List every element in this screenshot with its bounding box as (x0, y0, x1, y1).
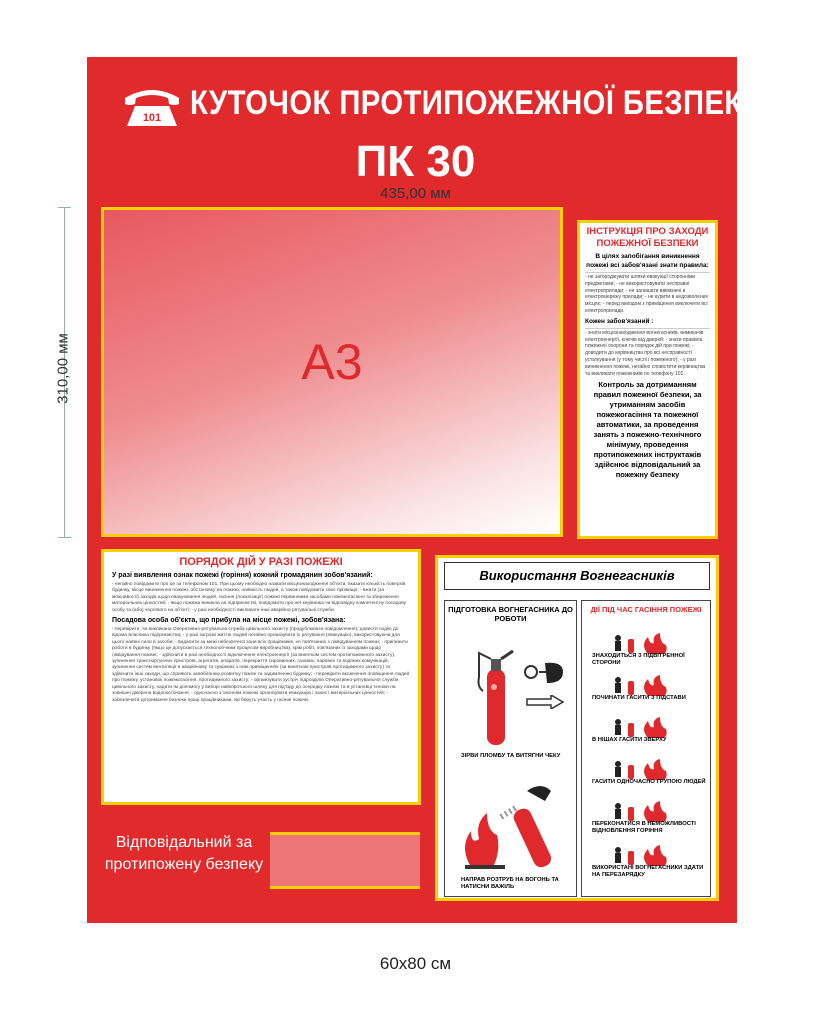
actions-column (581, 600, 711, 897)
order-title: ПОРЯДОК ДІЙ У РАЗІ ПОЖЕЖІ (179, 556, 343, 568)
firefighting-pictogram-icon (588, 675, 706, 697)
extinguisher-title: Використання Вогнегасників (444, 562, 710, 590)
action-step (588, 759, 706, 789)
responsible-name-field (270, 832, 420, 889)
telephone-icon (121, 84, 183, 128)
dimension-tick (58, 207, 71, 208)
instruction-duty-heading: Кожен забов'язаний : (585, 317, 654, 325)
dimension-tick (58, 537, 71, 538)
extinguisher-spraying-icon (457, 777, 567, 873)
action-caption: ПОЧИНАТИ ГАСИТИ З ПІДСТАВИ (592, 695, 686, 701)
order-heading-official: Посадова особа об'єкта, що прибула на місце пожежі, зобов'язана: (112, 617, 346, 625)
board-title: КУТОЧОК ПРОТИПОЖЕЖНОЇ БЕЗПЕКИ (190, 84, 765, 122)
action-caption: ГАСИТИ ОДНОЧАСНО ГРУПОЮ ЛЮДЕЙ (592, 779, 706, 785)
action-step (588, 633, 706, 666)
firefighting-pictogram-icon (588, 845, 706, 867)
action-caption: ПЕРЕКОНАТИСЯ В НЕМОЖЛИВОСТІ ВІДНОВЛЕННЯ ГОРІННЯ (592, 821, 696, 834)
instruction-footer: Контроль за дотриманням правил пожежної безпеки, за утриманням засобів пожежогасіння та пожежної автоматики, за проведення занять з пожежно-технічного мінімуму, проведення протипожежних інструктажів здійснює відповідальний за пожежну безпеку (593, 380, 702, 480)
width-dimension-label: 435,00 мм (380, 185, 451, 202)
fire-order-panel (101, 549, 421, 805)
firefighting-pictogram-icon (588, 717, 706, 739)
action-caption: ЗНАХОДИТЬСЯ З ПІДВІТРЕННОЇ СТОРОНИ (592, 653, 685, 666)
order-citizen-text: - негайно повідомити про це за телефоном 101. При цьому необхідно назвати місцезнаходження об'єкта, вказати кількість поверхів будинку, місце виникнення пожежі, обстановку на пожежі, наявність людей, а також повідомити своє прізвище; - вжити (за можливості) заходів щодо евакуювання людей, гасіння (локалізації) пожежі первинними засобами пожежогасіння та збереження матеріальних цінностей; - якщо пожежа виникла на підприємстві, повідомити про неї керівника чи відповідну компетентну посадову особу та (або) чергового на об'єкті; - у разі необхідності викликати інші аварійно-рятувальні служби. (112, 582, 407, 613)
responsible-label: Відповідальний за протипожену безпеку (104, 834, 264, 873)
action-step (588, 845, 706, 878)
instruction-intro: В цілях запобігання виникнення пожежі всі забов'язані знати правила: (586, 253, 709, 269)
extinguisher-panel (435, 555, 719, 901)
instruction-rules: - не загороджувати шляхи евакуації сторонніми предметами; - не використовувати несправні електроприлади; - не залишати ввімкнені в електромережу прилади; - не курити в недозволених місцях; - перед виходом з приміщення виключити всі електроприлади. (585, 274, 709, 314)
firefighting-pictogram-icon (588, 759, 706, 781)
pocket-label: А3 (301, 334, 363, 390)
a3-pocket (101, 207, 563, 537)
instruction-panel (577, 220, 718, 539)
action-caption: В НІШАХ ГАСИТИ ЗВЕРХУ (592, 737, 667, 743)
preparation-column (444, 600, 577, 897)
board-code: ПК 30 (355, 137, 476, 186)
prep-step-1: ЗІРВИ ПЛОМБУ ТА ВИТЯГНИ ЧЕКУ (461, 753, 561, 759)
firefighting-pictogram-icon (588, 633, 706, 655)
action-step (588, 675, 706, 705)
action-caption: ВИКОРИСТАНІ ВОГНЕГАСНИКИ ЗДАТИ НА ПЕРЕЗАРЯДКУ (592, 865, 704, 878)
extinguisher-icon (473, 647, 519, 747)
arrow-right-icon (525, 695, 565, 709)
action-step (588, 717, 706, 747)
action-step (588, 801, 706, 834)
actions-heading: ДІЇ ПІД ЧАС ГАСІННЯ ПОЖЕЖІ (590, 605, 702, 614)
instruction-title: ІНСТРУКЦІЯ ПРО ЗАХОДИ ПОЖЕЖНОЇ БЕЗПЕКИ (586, 226, 709, 249)
phone-number: 101 (142, 112, 162, 124)
instruction-duties: - знати місцезнаходження вогнегасників, вимикачів електроенергії, ключів від дверей; - знати правила пожежної охорони та порядок дій при пожежі; - доводити до керівництва про всі несправності устаткування (у тому числі і пожежного); - у разі виникнення пожежі, негайно сповістити керівництва та викликати пожежників по телефону 101. (585, 328, 710, 378)
order-official-text: - перевірити, чи викликана Оперативно-рятувальна служба цивільного захисту (продублювати повідомлення); довести подію до відома власника підприємства; - у разі загрози життю людей негайно організувати їх рятування (евакуацію), використовуючи для цього наявні сили й засоби; - видалити за межі небезпечної зони всіх працівників, не пов'язаних з ліквідуванням пожежі; - припинити роботи в будинку (якщо це допускається технологічним процесом виробництва), крім робіт, пов'язаних із заходами щодо ліквідування пожежі; - здійснити в разі необхідності відключення електроенергії (за винятком систем протипожежного захисту), зупинення транспортуючих пристроїв, агрегатів, апаратів, перекриття сировинних, газових, парових та водяних комунікацій, зупинення систем вентиляції в аварійному та суміжних з ним приміщеннях (за винятком пристроїв протидимного захисту) та здійснити інші заходи, що сприяють запобіганню розвитку пожеж та задимленню будинку; - перевірити включення оповіщення людей про пожежу, установок пожежогасіння, протидимного захисту; - організувати зустріч підрозділів Оперативно-рятувальної служби цивільного захисту, надати їм допомогу у виборі найкоротшого шляху для під'їзду до осередку пожежі та в установці техніки на зовнішні джерела водопостачання; - одночасно з гасінням пожежі організувати евакуацію і захист матеріальних цінностей; - забезпечити дотримання безпеки праці працівниками, які беруть участь у гасінні пожежі. (112, 627, 410, 703)
preparation-heading: ПІДГОТОВКА ВОГНЕГАСНИКА ДО РОБОТИ (448, 605, 573, 623)
hand-pull-pin-icon (523, 657, 567, 687)
height-dimension-label: 310,00 мм (54, 333, 72, 404)
firefighting-pictogram-icon (588, 801, 706, 823)
board-size-label: 60x80 см (379, 954, 452, 973)
order-heading-citizen: У разі виявлення ознак пожежі (горіння) кожний громадянин зобов'язаний: (112, 572, 373, 579)
prep-step-2: НАПРАВ РОЗТРУБ НА ВОГОНЬ ТА НАТИСНИ ВАЖІЛЬ (461, 877, 559, 890)
